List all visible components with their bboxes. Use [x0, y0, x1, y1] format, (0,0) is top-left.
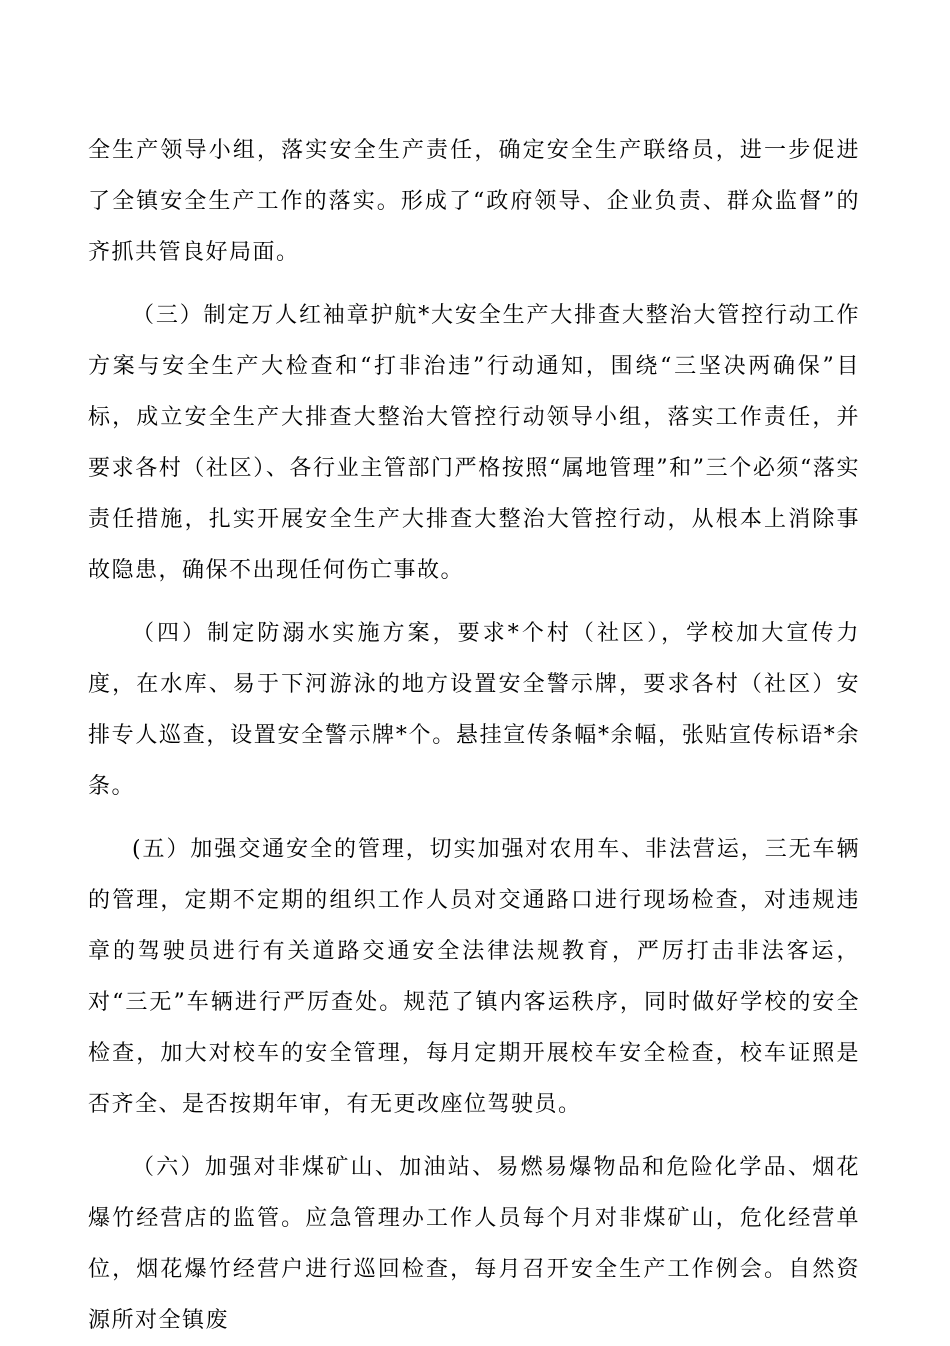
paragraph-section-5: (五）加强交通安全的管理，切实加强对农用车、非法营运，三无车辆的管理，定期不定期的组织工作人员对交通路口进行现场检查，对违规违章的驾驶员进行有关道路交通安全法律法规教育，严厉打击非法客运，对“三无”车辆进行严厉查处。规范了镇内客运秩序，同时做好学校的安全检查，加大对校车的安全管理，每月定期开展校车安全检查，校车证照是否齐全、是否按期年审，有无更改座位驾驶员。	[88, 837, 860, 1117]
paragraph-section-4: （四）制定防溺水实施方案，要求*个村（社区），学校加大宣传力度，在水库、易于下河游泳的地方设置安全警示牌，要求各村（社区）安排专人巡查，设置安全警示牌*个。悬挂宣传条幅*余幅，张贴宣传标语*余条。	[88, 621, 860, 799]
document-body	[88, 125, 860, 1346]
paragraph-section-3: （三）制定万人红袖章护航*大安全生产大排查大整治大管控行动工作方案与安全生产大检查和“打非治违”行动通知，围绕“三坚决两确保”目标，成立安全生产大排查大整治大管控行动领导小组，落实工作责任，并要求各村（社区）、各行业主管部门严格按照“属地管理”和”三个必须“落实责任措施，扎实开展安全生产大排查大整治大管控行动，从根本上消除事故隐患，确保不出现任何伤亡事故。	[88, 303, 860, 583]
paragraph-section-6: （六）加强对非煤矿山、加油站、易燃易爆物品和危险化学品、烟花爆竹经营店的监管。应急管理办工作人员每个月对非煤矿山，危化经营单位，烟花爆竹经营户进行巡回检查，每月召开安全生产工作例会。自然资源所对全镇废	[88, 1155, 860, 1333]
paragraph-continuation: 全生产领导小组，落实安全生产责任，确定安全生产联络员，进一步促进了全镇安全生产工作的落实。形成了“政府领导、企业负责、群众监督”的齐抓共管良好局面。	[88, 138, 860, 265]
